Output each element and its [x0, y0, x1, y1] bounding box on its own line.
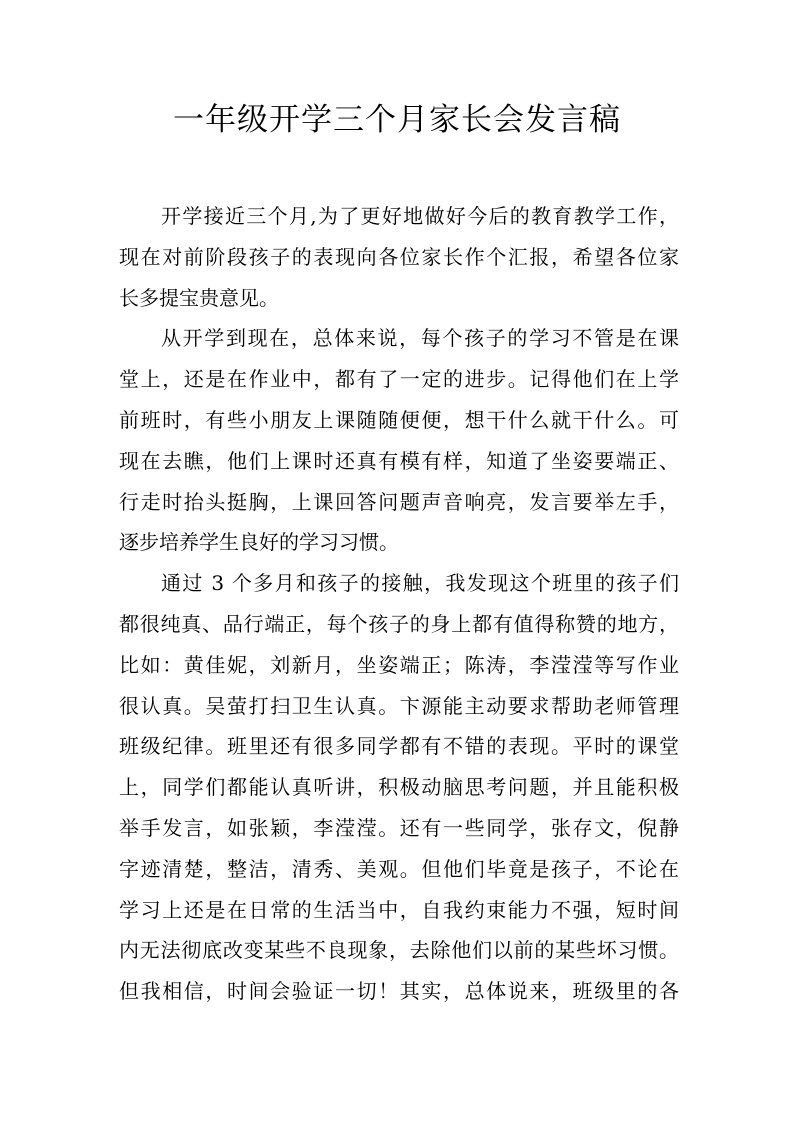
paragraph-3-line-2: 都很纯真、品行端正，每个孩子的身上都有值得称赞的地方， [119, 611, 679, 636]
document-body [119, 196, 679, 1012]
document-title: 一年级开学三个月家长会发言稿 [173, 102, 621, 138]
paragraph-1-line-1: 开学接近三个月,为了更好地做好今后的教育教学工作， [161, 204, 679, 228]
paragraph-2-line-1: 从开学到现在，总体来说，每个孩子的学习不管是在课 [161, 326, 679, 351]
paragraph-3-line-5: 班级纪律。班里还有很多同学都有不错的表现。平时的课堂 [119, 734, 679, 759]
paragraph-3-line-7: 举手发言，如张颖，李滢滢。还有一些同学，张存文，倪静 [119, 815, 679, 840]
paragraph-3-line-4: 很认真。吴萤打扫卫生认真。卞源能主动要求帮助老师管理 [119, 693, 679, 718]
paragraph-2-line-5: 行走时抬头挺胸，上课回答问题声音响亮，发言要举左手， [119, 489, 679, 514]
paragraph-3-line-6: 上，同学们都能认真听讲，积极动脑思考问题，并且能积极 [119, 775, 679, 800]
paragraph-2-line-2: 堂上，还是在作业中，都有了一定的进步。记得他们在上学 [119, 367, 679, 392]
paragraph-3-line-10: 内无法彻底改变某些不良现象，去除他们以前的某些坏习惯。 [119, 938, 679, 963]
paragraph-2-line-4: 现在去瞧，他们上课时还真有模有样，知道了坐姿要端正、 [119, 448, 679, 473]
paragraph-2-line-3: 前班时，有些小朋友上课随随便便，想干什么就干什么。可 [119, 407, 679, 432]
paragraph-3-line-8: 字迹清楚，整洁，清秀、美观。但他们毕竟是孩子，不论在 [119, 856, 679, 881]
paragraph-3-line-11: 但我相信，时间会验证一切！其实，总体说来，班级里的各 [119, 979, 679, 1004]
paragraph-1-line-3: 长多提宝贵意见。 [119, 285, 279, 310]
paragraph-3-line-9: 学习上还是在日常的生活当中，自我约束能力不强，短时间 [119, 897, 679, 922]
paragraph-3-line-3: 比如：黄佳妮，刘新月，坐姿端正；陈涛，李滢滢等写作业 [119, 652, 679, 677]
paragraph-3-line-1: 通过 3 个多月和孩子的接触，我发现这个班里的孩子们 [161, 571, 679, 596]
paragraph-1-line-2: 现在对前阶段孩子的表现向各位家长作个汇报，希望各位家 [119, 244, 679, 269]
paragraph-2-line-6: 逐步培养学生良好的学习习惯。 [119, 530, 399, 555]
